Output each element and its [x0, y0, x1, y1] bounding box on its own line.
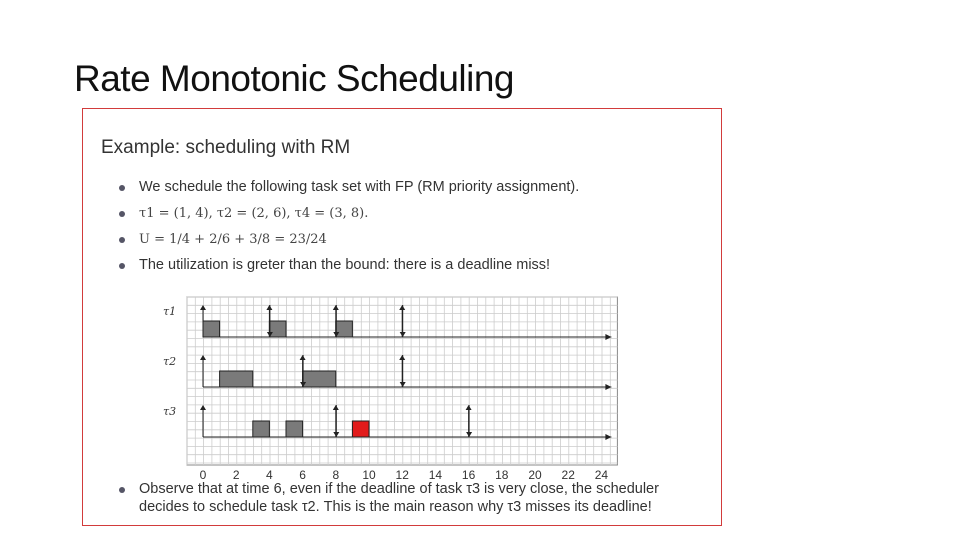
bullet-item: The utilization is greter than the bound: there is a deadline miss! [105, 257, 579, 283]
task-label: τ2 [163, 355, 177, 368]
bullet-dot-icon [119, 263, 125, 269]
slide-title: Rate Monotonic Scheduling [74, 58, 515, 99]
execution-bar [269, 321, 286, 337]
bullet-dot-icon [119, 237, 125, 243]
x-tick-label: 0 [199, 468, 207, 482]
x-tick-label: 24 [594, 468, 609, 482]
example-box [82, 108, 722, 526]
x-tick-label: 6 [299, 468, 306, 482]
bullet-item: U = 1/4 + 2/6 + 3/8 = 23/24 [105, 231, 579, 257]
execution-bar [253, 421, 270, 437]
execution-bar [220, 371, 253, 387]
bullet-item: τ1 = (1, 4), τ2 = (2, 6), τ4 = (3, 8). [105, 205, 579, 231]
x-tick-label: 18 [495, 468, 509, 482]
execution-bar [286, 421, 303, 437]
task-label: τ3 [163, 405, 177, 418]
x-tick-label: 2 [232, 468, 240, 482]
bullet-dot-icon [119, 185, 125, 191]
deadline-miss-bar [352, 421, 369, 437]
x-tick-label: 8 [332, 468, 340, 482]
x-tick-label: 22 [561, 468, 575, 482]
example-heading: Example: scheduling with RM [101, 137, 351, 158]
x-tick-label: 14 [428, 468, 443, 482]
x-tick-label: 20 [528, 468, 542, 482]
footer-note: Observe that at time 6, even if the deadline of task τ3 is very close, the scheduler decides to schedule task τ2. This is the main reason why τ3 misses its deadline! [105, 481, 659, 517]
x-tick-label: 10 [362, 468, 376, 482]
execution-bar [336, 321, 353, 337]
bullet-list [105, 179, 579, 283]
schedule-chart [153, 287, 633, 487]
bullet-dot-icon [119, 487, 125, 493]
bullet-dot-icon [119, 211, 125, 217]
bullet-item: We schedule the following task set with FP (RM priority assignment). [105, 179, 579, 205]
x-tick-label: 4 [266, 468, 273, 482]
execution-bar [303, 371, 336, 387]
x-tick-label: 16 [461, 468, 476, 482]
task-label: τ1 [163, 305, 177, 318]
execution-bar [203, 321, 220, 337]
x-tick-label: 12 [395, 468, 409, 482]
